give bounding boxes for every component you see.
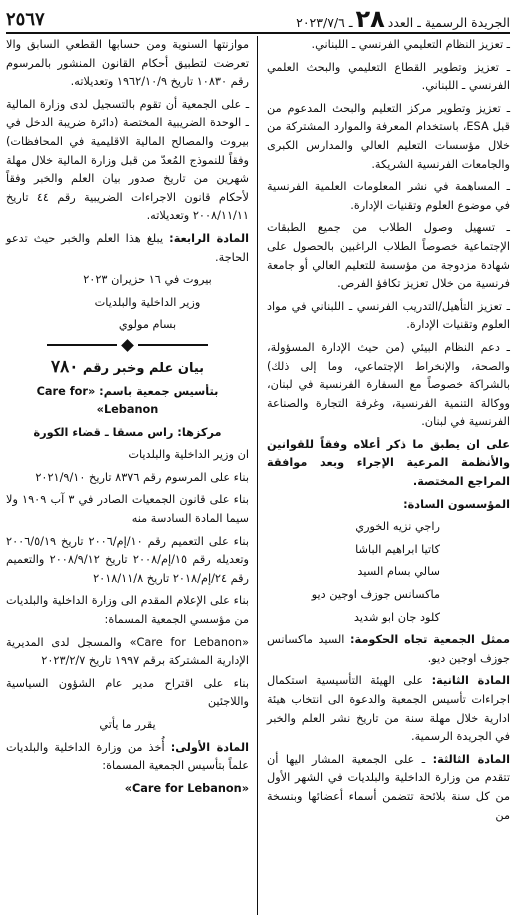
tax-registration-bullet: ـ على الجمعية أن تقوم بالتسجيل لدى وزارة المالية ـ الوحدة الضريبية المختصة (دائرة ضريبة الدخل في بيروت والمصالح المالية الاقليمية في المحافظات) وفقاً للنموذج المُعدّ من قبل وزارة المالية خلال مهلة شهرين من تاريخ صدور بيان العلم والخبر وفقاً لأحكام قانون الاجراءات الضريبية رقم ٤٤ تاريخ ٢٠٠٨/١١/١١ وتعديلاته.	[6, 97, 249, 223]
header-title-group	[296, 5, 510, 33]
legal-basis: «Care for Lebanon» والمسجل لدى المديرية الإدارية المشتركة برقم ١٩٩٧ تاريخ ٢٠٢٣/٢/٧	[6, 635, 249, 668]
article-four-text: يبلغ هذا العلم والخبر حيث تدعو الحاجة.	[6, 231, 249, 264]
article-one	[6, 739, 249, 776]
divider-diamond-icon	[121, 339, 134, 352]
objective-bullet: ـ تسهيل وصول الطلاب من جميع الطبقات الإجتماعية خصوصاً الطلاب الراغبين بالحصول على شهادة مزدوجة من مؤسسة للتعليم العالي أو جامعة فرنسية من خلال تعزيز تكافؤ الفرص.	[267, 221, 510, 291]
article-three-label: المادة الثالثة:	[432, 752, 510, 766]
continued-paragraph: موازنتها السنوية ومن حسابها القطعي السابق والا تعرضت لتطبيق أحكام القانون المنشور بالمرسوم رقم ١٠٨٣٠ تاريخ ١٩٦٢/١٠/٩ وتعديلاته.	[6, 38, 249, 89]
founder-name: كلود جان ابو شديد	[353, 610, 440, 624]
left-column	[6, 36, 249, 915]
representative-name: السيد ماكسانس جوزف اوجين ديو.	[267, 633, 510, 665]
decides-line: يقرر ما يأتي	[99, 718, 156, 731]
place-date: بيروت في ١٦ حزيران ٢٠٢٣	[83, 273, 212, 287]
representative-paragraph	[267, 631, 510, 668]
legal-basis: بناء على المرسوم رقم ٨٣٧٦ تاريخ ٢٠٢١/٩/١٠	[35, 470, 249, 484]
founder-name: راجي نزيه الخوري	[355, 520, 440, 534]
minister-title: وزير الداخلية والبلديات	[94, 295, 201, 309]
legal-basis: بناء على التعميم رقم ١٠/إم/٢٠٠٦ تاريخ ٢٠٠٦/٥/١٩ وتعديله رقم ١٥/إم/٢٠٠٨ تاريخ ٢٠٠٨/٩/١٢ والتعميم رقم ٢٤/إم/٢٠١٨ تاريخ ٢٠١٨/١١/٨	[6, 534, 249, 585]
decision-title-text: بيان علم وخبر رقم	[82, 360, 205, 376]
decision-number: ٧٨٠	[50, 356, 79, 377]
gazette-title: الجريدة الرسمية ـ العدد	[387, 15, 510, 30]
page-header	[6, 2, 510, 33]
founder-name: كاتيا ابراهيم الباشا	[355, 542, 440, 556]
founding-line: بتأسيس جمعية باسم: «Care for Lebanon»	[36, 384, 219, 417]
legal-basis: بناء على اقتراح مدير عام الشؤون السياسية واللاجئين	[6, 676, 249, 709]
founders-list	[267, 518, 510, 627]
article-three	[267, 751, 510, 825]
founder-name: ماكسانس جوزف اوجين ديو	[311, 588, 440, 602]
founders-label: المؤسسون السادة:	[403, 497, 510, 511]
headquarters-line: مركزها: راس مسقا ـ قضاء الكورة	[33, 425, 222, 439]
legal-basis: بناء على قانون الجمعيات الصادر في ٣ آب ١٩٠٩ ولا سيما المادة السادسة منه	[6, 493, 249, 526]
article-three-text: ـ على الجمعية المشار اليها أن تتقدم من وزارة الداخلية والبلديات في الشهر الأول من كل سنة بلائحة تتضمن أسماء أعضائها وبنسخة من	[267, 752, 510, 822]
representative-label: ممثل الجمعية تجاه الحكومة:	[349, 633, 511, 647]
minister-name: بسام مولوي	[118, 318, 177, 332]
decision-title	[6, 358, 249, 379]
article-one-text: أُخذ من وزارة الداخلية والبلديات علماً بتأسيس الجمعية المسماة:	[6, 740, 249, 773]
founder-name: سالي بسام السيد	[357, 565, 440, 579]
objective-bullet: ـ دعم النظام البيئي (من حيث الإدارة المسؤولة، والصحة، والإنخراط الإجتماعي، وما إلى ذلك) بالشراكة خصوصاً مع السفارة الفرنسية في لبنان، ووكالة التنمية الفرنسية، وغرفة التجارة والصناعة الفرنسية في لبنان.	[267, 340, 510, 429]
objective-bullet: ـ المساهمة في نشر المعلومات العلمية الفرنسية في موضوع العلوم وتقنيات الإدارة.	[267, 180, 510, 212]
article-four-label: المادة الرابعة:	[169, 231, 249, 245]
article-two-text: على الهيئة التأسيسية استكمال اجراءات تأسيس الجمعية والدعوة الى انتخاب هيئة ادارية خلال مهلة سنة من تاريخ نشر العلم والخبر في الجريدة الرسمية.	[267, 674, 510, 744]
objective-bullet: ـ تعزيز وتطوير مركز التعليم والبحث المدعوم من قبل ESA، باستخدام المعرفة والموارد المشتركة من خلال مؤسسات التعليم العالي والمدارس الكبرى والجامعات الفرنسية الشريكة.	[267, 101, 510, 171]
article-one-label: المادة الأولى:	[170, 740, 249, 754]
objective-bullet: ـ تعزيز وتطوير القطاع التعليمي والبحث العلمي الفرنسي ـ اللبناني.	[267, 60, 510, 93]
legal-basis: بناء على الإعلام المقدم الى وزارة الداخلية والبلديات من مؤسسي الجمعية المسماة:	[6, 594, 249, 627]
header-rule	[6, 32, 510, 34]
association-name: «Care for Lebanon»	[124, 781, 249, 795]
section-divider	[6, 341, 249, 350]
decision-intro: ان وزير الداخلية والبلديات	[128, 448, 249, 462]
right-column	[267, 36, 510, 915]
objective-bullet: ـ تعزيز النظام التعليمي الفرنسي ـ اللبناني.	[311, 38, 510, 51]
compliance-clause: على ان يطبق ما ذكر أعلاه وفقاً للقوانين والأنظمة المرعية الإجراء وبعد موافقة المراجع المختصة.	[267, 437, 510, 489]
article-two-label: المادة الثانية:	[431, 674, 510, 688]
issue-number: ٢٨	[355, 5, 385, 33]
article-two	[267, 672, 510, 746]
page-number: ٢٥٦٧	[6, 9, 45, 30]
divider-line	[47, 344, 117, 346]
article-four	[6, 230, 249, 267]
column-separator	[257, 36, 258, 915]
issue-date: ـ ٢٠٢٣/٧/٦	[296, 15, 353, 30]
divider-line	[138, 344, 208, 346]
objective-bullet: ـ تعزيز التأهيل/التدريب الفرنسي ـ اللبناني في مواد العلوم وتقنيات الإدارة.	[267, 299, 510, 332]
